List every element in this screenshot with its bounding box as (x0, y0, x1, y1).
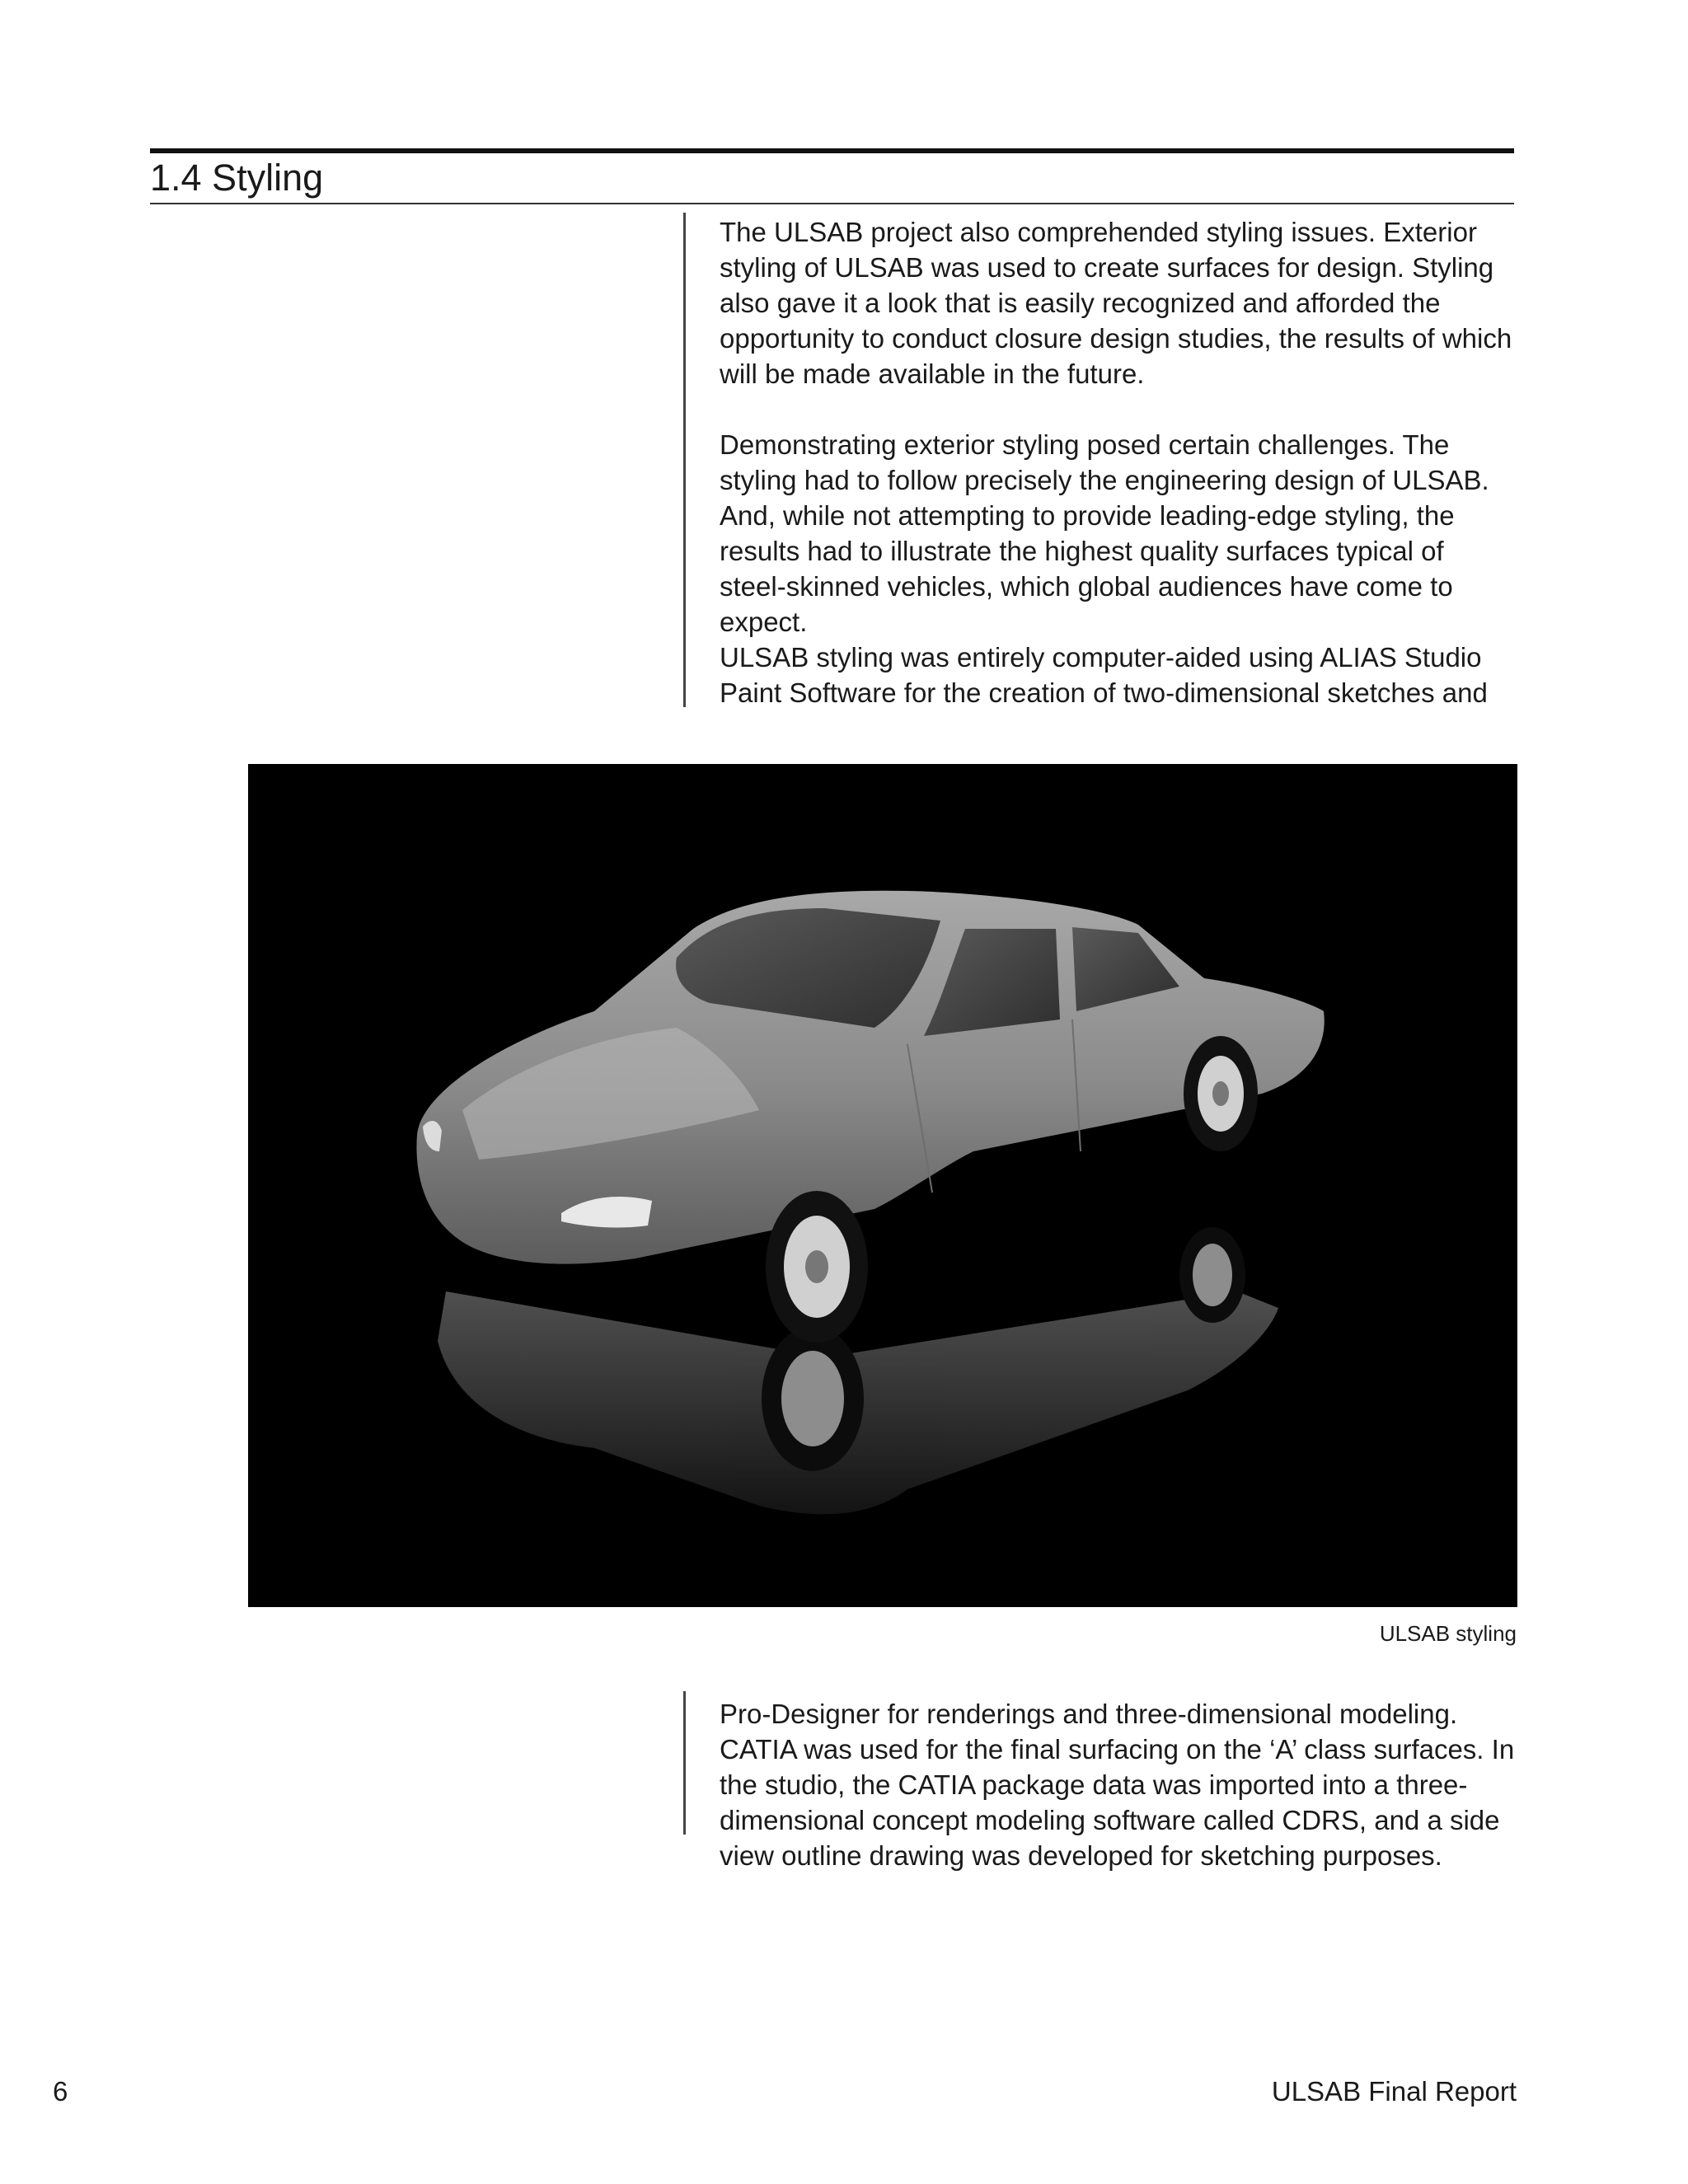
margin-bar-top (683, 213, 686, 707)
car-render-image (248, 764, 1517, 1607)
paragraph: Demonstrating exterior styling posed certain challenges. The styling had to follow precisely the engineering design of ULSAB. And, while not attempting to provide leading-edge styling, the results had to illustrate the highest quality surfaces typical of steel-skinned vehicles, which global audiences have come to expect. (720, 429, 1489, 637)
paragraph: ULSAB styling was entirely computer-aided using ALIAS Studio Paint Software for the creation of two-dimensional sketches and (720, 642, 1488, 708)
body-column-top (720, 214, 1515, 710)
paragraph: Pro-Designer for renderings and three-dimensional modeling. CATIA was used for the final surfacing on the ‘A’ class surfaces. In the studio, the CATIA package data was imported into a three-dimensional concept modeling software called CDRS, and a side view outline drawing was developed for sketching purposes. (720, 1699, 1515, 1871)
page-number: 6 (53, 2076, 68, 2107)
running-footer-title: ULSAB Final Report (1271, 2076, 1517, 2107)
section-title: 1.4 Styling (150, 157, 324, 199)
header-rule-thick (150, 148, 1514, 153)
car-render-figure (248, 764, 1517, 1607)
margin-bar-bottom (683, 1691, 686, 1835)
figure-caption: ULSAB styling (1379, 1621, 1517, 1646)
header-rule-thin (150, 203, 1514, 204)
body-column-bottom (720, 1696, 1515, 1873)
paragraph: The ULSAB project also comprehended styling issues. Exterior styling of ULSAB was used to create surfaces for design. Styling also gave it a look that is easily recognized and afforded the opportunity to conduct closure design studies, the results of which will be made available in the future. (720, 217, 1512, 389)
